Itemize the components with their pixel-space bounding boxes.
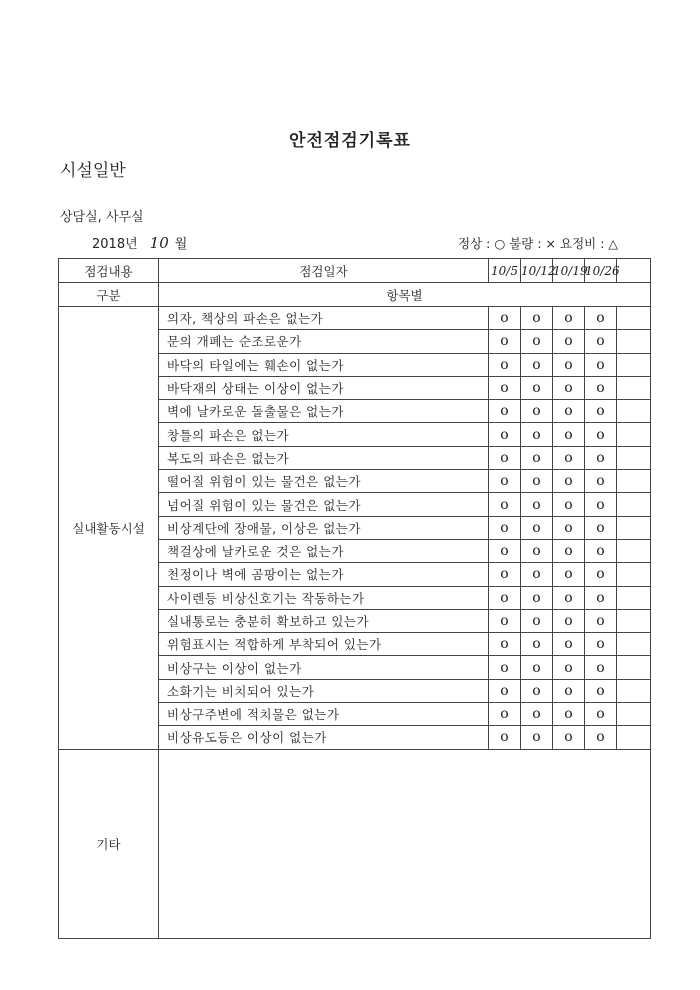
- date-header: 점검일자: [159, 259, 489, 283]
- check-item: 창틀의 파손은 없는가: [159, 423, 489, 446]
- check-mark: o: [553, 446, 585, 469]
- document-title: 안전점검기록표: [289, 131, 411, 151]
- check-item: 소화기는 비치되어 있는가: [159, 679, 489, 702]
- check-mark: o: [553, 516, 585, 539]
- section-heading: 시설일반: [60, 161, 126, 181]
- blank-cell: [617, 470, 651, 493]
- check-mark: o: [521, 609, 553, 632]
- check-mark: o: [521, 633, 553, 656]
- check-mark: o: [553, 726, 585, 749]
- division-header: 구분: [59, 283, 159, 307]
- check-mark: o: [489, 539, 521, 562]
- blank-cell: [617, 703, 651, 726]
- blank-cell: [617, 376, 651, 399]
- blank-cell: [617, 353, 651, 376]
- check-mark: o: [521, 330, 553, 353]
- inspection-table: [58, 258, 651, 939]
- check-mark: o: [553, 539, 585, 562]
- check-item: 문의 개폐는 순조로운가: [159, 330, 489, 353]
- location-label: 상담실, 사무실: [60, 210, 144, 225]
- check-mark: o: [489, 609, 521, 632]
- blank-cell: [617, 423, 651, 446]
- check-item: 비상구는 이상이 없는가: [159, 656, 489, 679]
- check-mark: o: [585, 376, 617, 399]
- check-mark: o: [553, 633, 585, 656]
- check-mark: o: [489, 516, 521, 539]
- check-mark: o: [585, 586, 617, 609]
- legend: 정상 : ○ 불량 : × 요정비 : △: [458, 236, 618, 251]
- check-mark: o: [521, 376, 553, 399]
- check-mark: o: [553, 423, 585, 446]
- blank-cell: [617, 307, 651, 330]
- check-mark: o: [585, 703, 617, 726]
- item-header: 항목별: [159, 283, 651, 307]
- blank-cell: [617, 539, 651, 562]
- check-mark: o: [585, 726, 617, 749]
- check-item: 천정이나 벽에 곰팡이는 없는가: [159, 563, 489, 586]
- month-value: 10: [149, 234, 169, 252]
- check-mark: o: [521, 586, 553, 609]
- check-mark: o: [585, 516, 617, 539]
- check-mark: o: [521, 679, 553, 702]
- check-mark: o: [585, 470, 617, 493]
- blank-cell: [617, 609, 651, 632]
- check-mark: o: [521, 563, 553, 586]
- check-item: 비상계단에 장애물, 이상은 없는가: [159, 516, 489, 539]
- check-mark: o: [585, 307, 617, 330]
- check-mark: o: [553, 609, 585, 632]
- check-mark: o: [553, 656, 585, 679]
- check-mark: o: [553, 470, 585, 493]
- check-mark: o: [489, 679, 521, 702]
- check-mark: o: [521, 703, 553, 726]
- check-mark: o: [585, 423, 617, 446]
- other-notes: [159, 749, 651, 938]
- check-mark: o: [553, 400, 585, 423]
- check-mark: o: [489, 446, 521, 469]
- check-item: 비상구주변에 적치물은 없는가: [159, 703, 489, 726]
- blank-cell: [617, 726, 651, 749]
- check-mark: o: [489, 563, 521, 586]
- check-item: 사이렌등 비상신호기는 작동하는가: [159, 586, 489, 609]
- blank-cell: [617, 516, 651, 539]
- date-column-2: 10/12: [521, 259, 553, 283]
- period-row: [92, 233, 187, 252]
- check-mark: o: [521, 307, 553, 330]
- check-mark: o: [489, 493, 521, 516]
- check-item: 바닥재의 상태는 이상이 없는가: [159, 376, 489, 399]
- check-mark: o: [553, 679, 585, 702]
- table-row: [59, 307, 651, 330]
- check-mark: o: [585, 633, 617, 656]
- header-row-content: [59, 259, 651, 283]
- blank-cell: [617, 563, 651, 586]
- check-mark: o: [585, 446, 617, 469]
- check-mark: o: [489, 656, 521, 679]
- check-mark: o: [521, 539, 553, 562]
- check-mark: o: [521, 423, 553, 446]
- check-mark: o: [553, 376, 585, 399]
- check-mark: o: [489, 726, 521, 749]
- check-mark: o: [521, 726, 553, 749]
- check-mark: o: [553, 353, 585, 376]
- check-item: 바닥의 타일에는 훼손이 없는가: [159, 353, 489, 376]
- check-item: 책걸상에 날카로운 것은 없는가: [159, 539, 489, 562]
- check-mark: o: [489, 353, 521, 376]
- blank-cell: [617, 656, 651, 679]
- year-label: 2018년: [92, 237, 138, 252]
- check-mark: o: [489, 586, 521, 609]
- check-mark: o: [553, 330, 585, 353]
- check-mark: o: [553, 563, 585, 586]
- check-mark: o: [489, 376, 521, 399]
- check-mark: o: [521, 446, 553, 469]
- header-row-division: [59, 283, 651, 307]
- check-mark: o: [585, 330, 617, 353]
- check-mark: o: [585, 679, 617, 702]
- check-mark: o: [553, 493, 585, 516]
- blank-cell: [617, 679, 651, 702]
- check-item: 넘어질 위험이 있는 물건은 없는가: [159, 493, 489, 516]
- blank-cell: [617, 400, 651, 423]
- check-mark: o: [585, 539, 617, 562]
- check-mark: o: [553, 703, 585, 726]
- category-cell: 실내활동시설: [59, 307, 159, 750]
- check-mark: o: [489, 470, 521, 493]
- check-mark: o: [489, 330, 521, 353]
- check-mark: o: [521, 493, 553, 516]
- check-mark: o: [521, 400, 553, 423]
- other-row: [59, 749, 651, 938]
- check-item: 의자, 책상의 파손은 없는가: [159, 307, 489, 330]
- content-header: 점검내용: [59, 259, 159, 283]
- check-mark: o: [585, 400, 617, 423]
- date-column-blank: [617, 259, 651, 283]
- check-mark: o: [489, 703, 521, 726]
- blank-cell: [617, 586, 651, 609]
- check-mark: o: [553, 307, 585, 330]
- check-mark: o: [521, 516, 553, 539]
- blank-cell: [617, 446, 651, 469]
- check-mark: o: [521, 353, 553, 376]
- blank-cell: [617, 330, 651, 353]
- date-column-4: 10/26: [585, 259, 617, 283]
- check-mark: o: [489, 307, 521, 330]
- check-mark: o: [585, 493, 617, 516]
- check-mark: o: [489, 423, 521, 446]
- check-item: 위험표시는 적합하게 부착되어 있는가: [159, 633, 489, 656]
- check-item: 실내통로는 충분히 확보하고 있는가: [159, 609, 489, 632]
- check-mark: o: [521, 656, 553, 679]
- check-item: 떨어질 위험이 있는 물건은 없는가: [159, 470, 489, 493]
- date-column-3: 10/19: [553, 259, 585, 283]
- check-mark: o: [585, 353, 617, 376]
- check-mark: o: [521, 470, 553, 493]
- check-item: 비상유도등은 이상이 없는가: [159, 726, 489, 749]
- check-mark: o: [585, 563, 617, 586]
- check-mark: o: [585, 609, 617, 632]
- date-column-1: 10/5: [489, 259, 521, 283]
- check-mark: o: [489, 633, 521, 656]
- check-item: 벽에 날카로운 돌출물은 없는가: [159, 400, 489, 423]
- other-label: 기타: [59, 749, 159, 938]
- check-mark: o: [489, 400, 521, 423]
- check-mark: o: [553, 586, 585, 609]
- blank-cell: [617, 493, 651, 516]
- month-label: 월: [174, 237, 188, 252]
- blank-cell: [617, 633, 651, 656]
- check-item: 복도의 파손은 없는가: [159, 446, 489, 469]
- check-mark: o: [585, 656, 617, 679]
